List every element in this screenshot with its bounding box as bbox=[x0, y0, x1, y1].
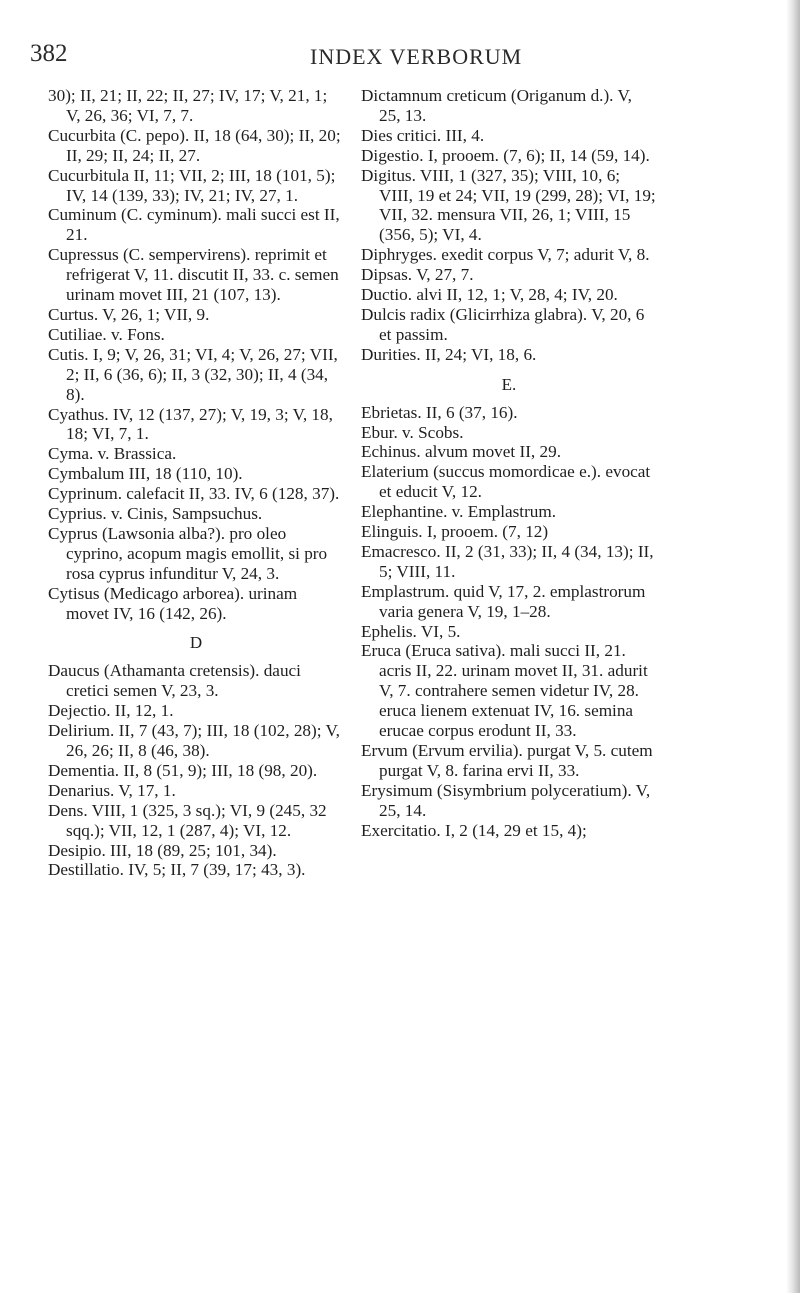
index-entry: Ductio. alvi II, 12, 1; V, 28, 4; IV, 20. bbox=[361, 285, 618, 305]
index-entry: Ebur. v. Scobs. bbox=[361, 422, 464, 442]
index-entry: Diphryges. exedit corpus V, 7; adurit V, 8. bbox=[361, 245, 650, 265]
index-entry: Dictamnum creticum (Origanum d.). V, 25, 13. bbox=[361, 86, 632, 125]
index-entry: 30); II, 21; II, 22; II, 27; IV, 17; V, 21, 1; V, 26, 36; VI, 7, 7. bbox=[48, 86, 328, 125]
index-entry: Emplastrum. quid V, 17, 2. emplastrorum varia genera V, 19, 1–28. bbox=[361, 581, 646, 621]
index-entry: Cutiliae. v. Fons. bbox=[48, 324, 165, 344]
index-entry: Ebrietas. II, 6 (37, 16). bbox=[361, 402, 518, 422]
index-entry: Cucurbita (C. pepo). II, 18 (64, 30); II, 20; II, 29; II, 24; II, 27. bbox=[48, 125, 341, 165]
index-entry: Eruca (Eruca sativa). mali succi II, 21. acris II, 22. urinam movet II, 31. adurit V, 7. contrahere semen videtur IV, 28. eruca lienem extenuat IV, 16. semina erucae corpus erodunt II, 33. bbox=[361, 641, 648, 741]
index-entry: Durities. II, 24; VI, 18, 6. bbox=[361, 344, 537, 364]
page-edge-shadow bbox=[786, 0, 800, 1293]
index-entry: Destillatio. IV, 5; II, 7 (39, 17; 43, 3). bbox=[48, 860, 306, 880]
index-entry: Elinguis. I, prooem. (7, 12) bbox=[361, 522, 549, 542]
index-entry: Cutis. I, 9; V, 26, 31; VI, 4; V, 26, 27; VII, 2; II, 6 (36, 6); II, 3 (32, 30); II, 4 (34, 8). bbox=[48, 344, 338, 404]
index-entry: Cupressus (C. sempervirens). reprimit et refrigerat V, 11. discutit II, 33. c. semen urinam movet III, 21 (107, 13). bbox=[48, 245, 339, 305]
index-entry: Cytisus (Medicago arborea). urinam movet IV, 16 (142, 26). bbox=[48, 583, 298, 623]
index-entry: Denarius. V, 17, 1. bbox=[48, 780, 176, 800]
index-entry: Cyathus. IV, 12 (137, 27); V, 19, 3; V, 18, 18; VI, 7, 1. bbox=[48, 404, 333, 444]
index-entry: Dementia. II, 8 (51, 9); III, 18 (98, 20). bbox=[48, 760, 318, 780]
index-entry: Cymbalum III, 18 (110, 10). bbox=[48, 464, 243, 484]
index-entry: Desipio. III, 18 (89, 25; 101, 34). bbox=[48, 840, 277, 860]
page-number: 382 bbox=[30, 40, 68, 67]
left-column bbox=[48, 86, 344, 880]
index-entry: Daucus (Athamanta cretensis). dauci cretici semen V, 23, 3. bbox=[48, 661, 301, 701]
section-letter-d: D bbox=[189, 633, 203, 653]
index-entry: Digestio. I, prooem. (7, 6); II, 14 (59, 14). bbox=[361, 145, 650, 165]
index-entry: Exercitatio. I, 2 (14, 29 et 15, 4); bbox=[361, 820, 587, 840]
right-column bbox=[361, 86, 657, 841]
index-entry: Dejectio. II, 12, 1. bbox=[48, 701, 174, 721]
index-entry: Echinus. alvum movet II, 29. bbox=[361, 442, 562, 462]
index-entry: Ervum (Ervum ervilia). purgat V, 5. cutem purgat V, 8. farina ervi II, 33. bbox=[361, 741, 653, 780]
index-entry: Digitus. VIII, 1 (327, 35); VIII, 10, 6; VIII, 19 et 24; VII, 19 (299, 28); VI, 19; VII, 32. mensura VII, 26, 1; VIII, 15 (356, 5); VI, 4. bbox=[361, 165, 656, 245]
index-entry: Emacresco. II, 2 (31, 33); II, 4 (34, 13); II, 5; VIII, 11. bbox=[361, 541, 654, 581]
index-entry: Cyma. v. Brassica. bbox=[48, 444, 177, 464]
index-entry: Dens. VIII, 1 (325, 3 sq.); VI, 9 (245, 32 sqq.); VII, 12, 1 (287, 4); VI, 12. bbox=[48, 800, 327, 840]
running-head: INDEX VERBORUM bbox=[310, 44, 523, 69]
index-entry: Dulcis radix (Glicirrhiza glabra). V, 20, 6 et passim. bbox=[361, 304, 645, 344]
index-entry: Curtus. V, 26, 1; VII, 9. bbox=[48, 304, 210, 324]
index-entry: Elaterium (succus momordicae e.). evocat et educit V, 12. bbox=[361, 462, 651, 502]
index-entry: Cyprus (Lawsonia alba?). pro oleo cyprino, acopum magis emollit, si pro rosa cyprus infunditur V, 24, 3. bbox=[48, 523, 328, 583]
index-entry: Elephantine. v. Emplastrum. bbox=[361, 502, 557, 522]
index-entry: Cyprinum. calefacit II, 33. IV, 6 (128, 37). bbox=[48, 484, 340, 504]
index-entry: Erysimum (Sisymbrium polyceratium). V, 25, 14. bbox=[361, 780, 651, 820]
index-entry: Delirium. II, 7 (43, 7); III, 18 (102, 28); V, 26, 26; II, 8 (46, 38). bbox=[48, 721, 340, 760]
index-entry: Cuminum (C. cyminum). mali succi est II, 21. bbox=[48, 205, 340, 245]
index-entry: Cyprius. v. Cinis, Sampsuchus. bbox=[48, 504, 263, 524]
section-letter-e: E. bbox=[501, 374, 517, 394]
index-entry: Dies critici. III, 4. bbox=[361, 125, 485, 145]
index-entry: Cucurbitula II, 11; VII, 2; III, 18 (101, 5); IV, 14 (139, 33); IV, 21; IV, 27, 1. bbox=[48, 165, 336, 205]
index-entry: Ephelis. VI, 5. bbox=[361, 621, 461, 641]
index-entry: Dipsas. V, 27, 7. bbox=[361, 265, 474, 285]
